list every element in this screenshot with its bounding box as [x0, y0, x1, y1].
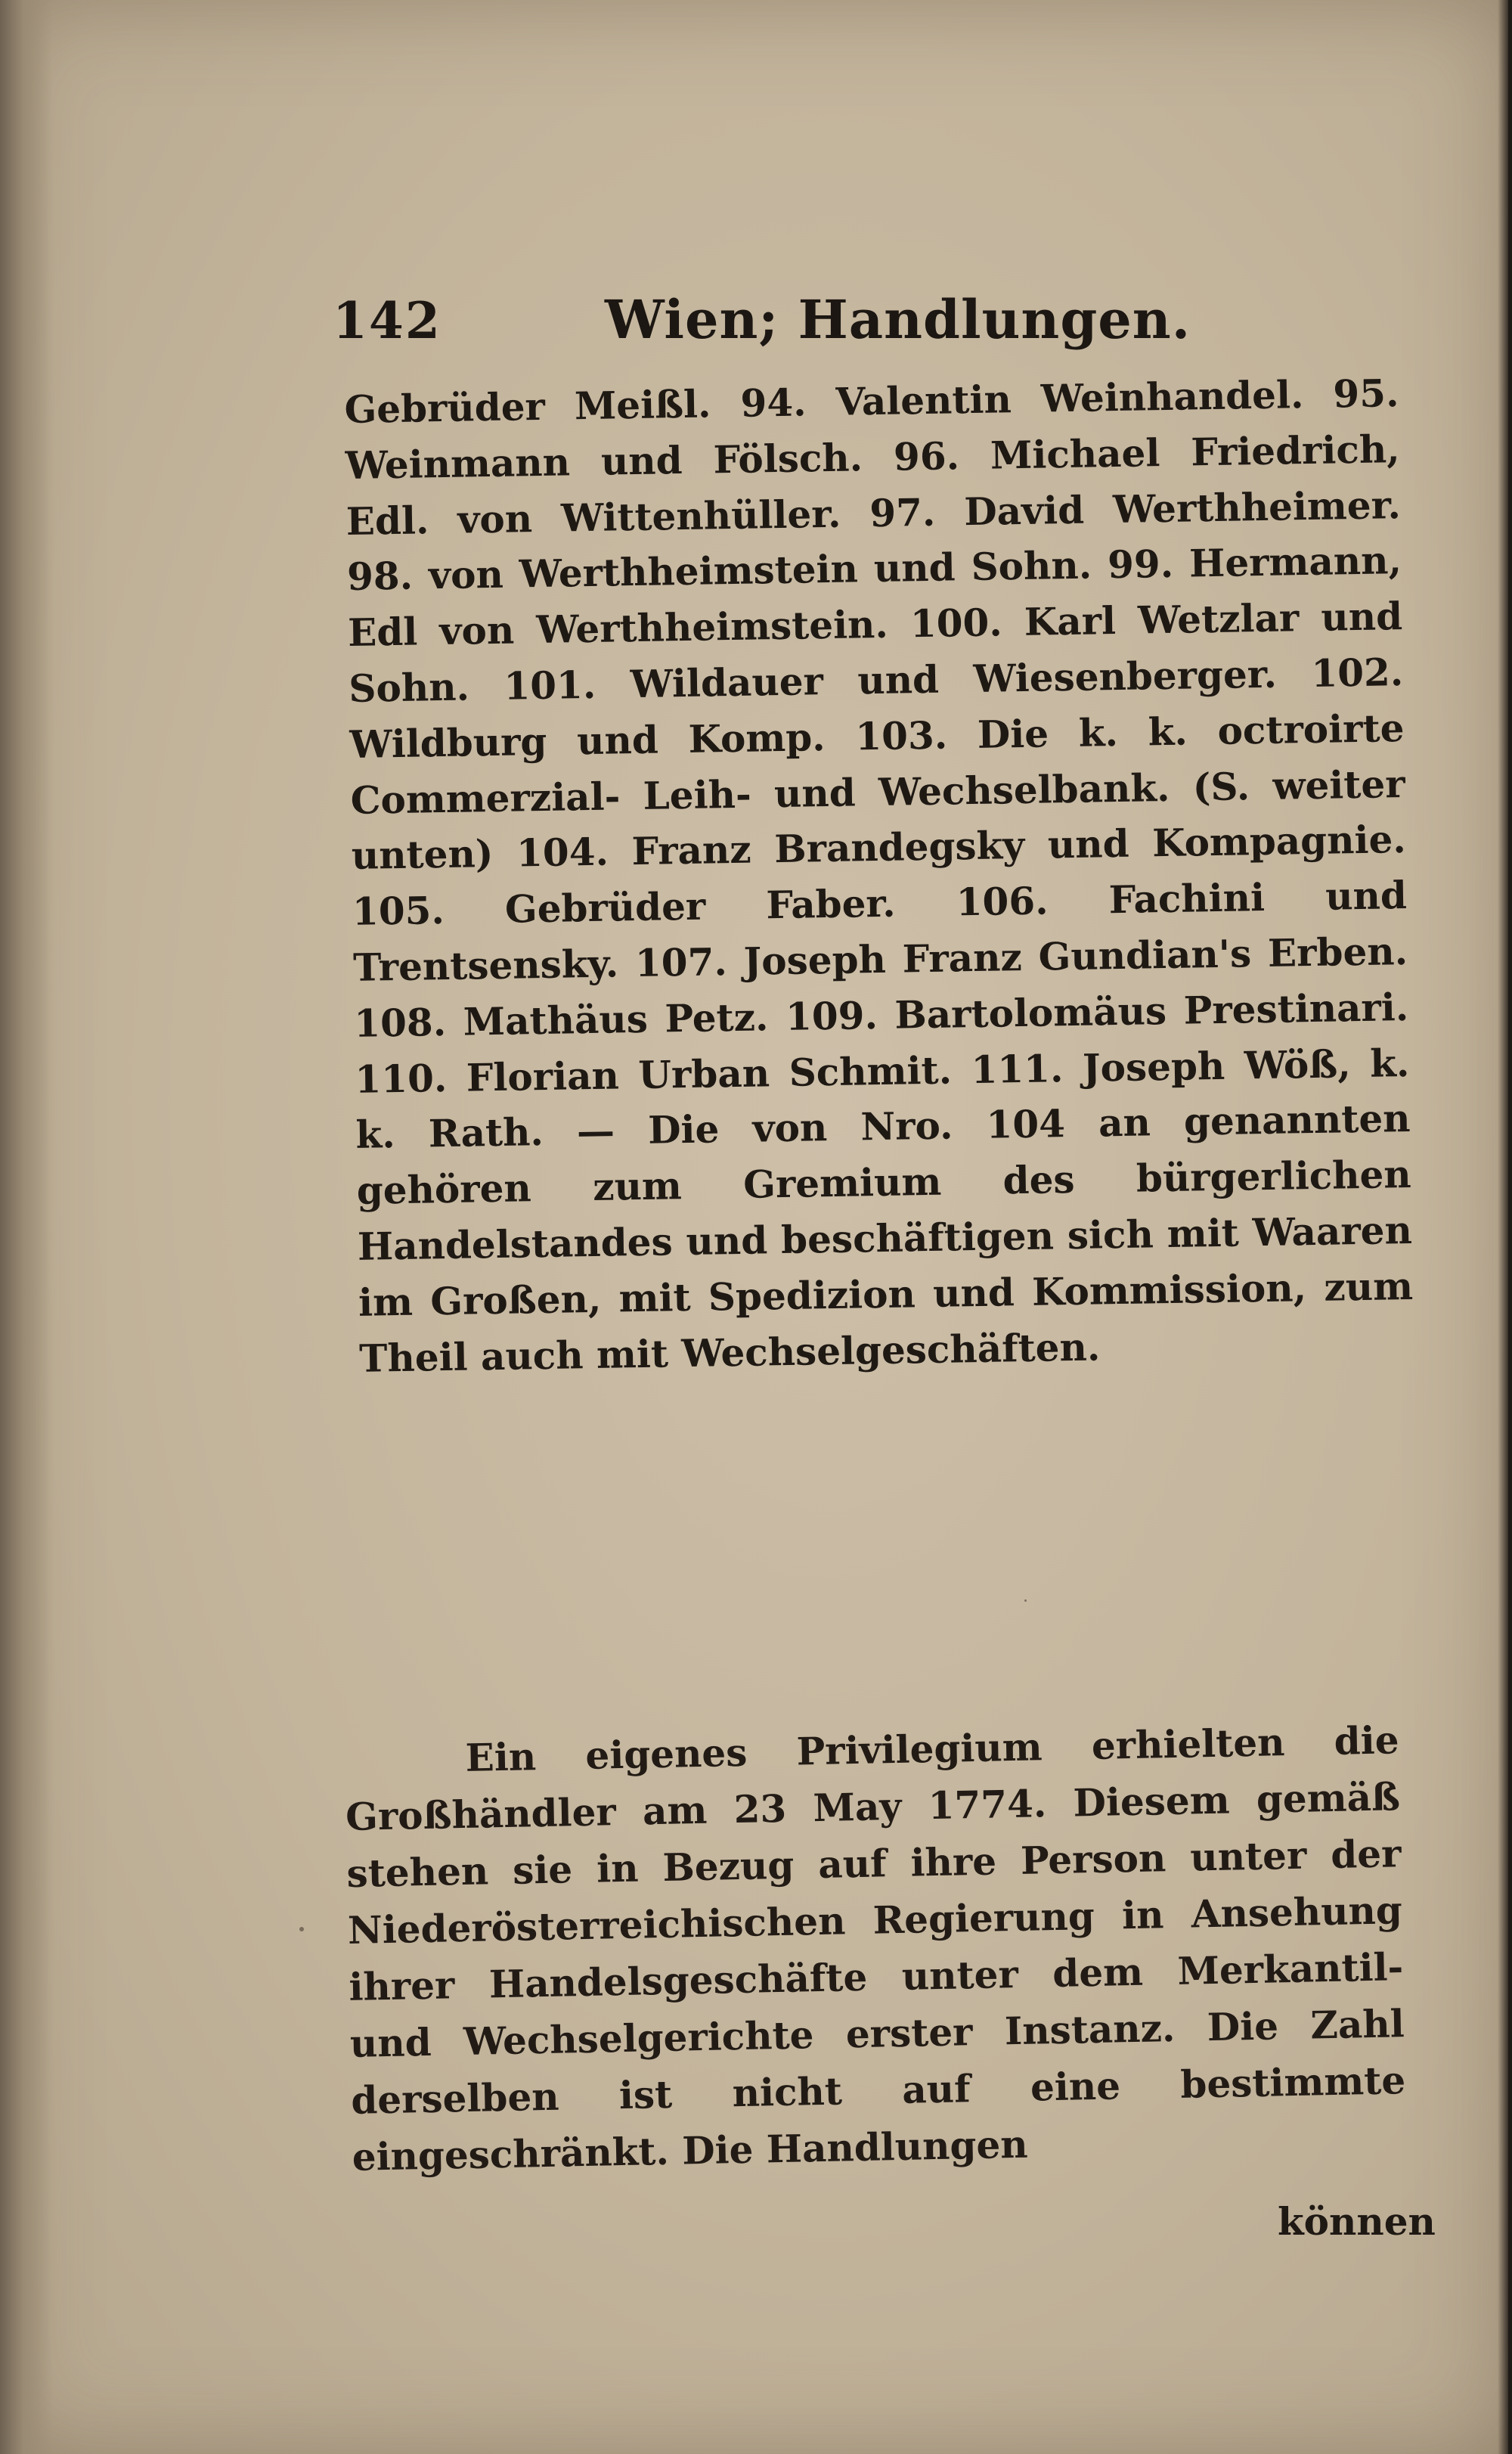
page-number: 142	[333, 291, 442, 350]
body-paragraph-1: Gebrüder Meißl. 94. Valentin Weinhandel. 95. Weinmann und Fölsch. 96. Michael Friedrich, Edl. von Wittenhüller. 97. David Werthheimer. 98. von Werthheimstein und Sohn. 99. Hermann, Edl von Werthheimstein. 100. Karl Wetzlar und Sohn. 101. Wildauer und Wiesenberger. 102. Wildburg und Komp. 103. Die k. k. octroirte Commerzial- Leih- und Wechselbank. (S. weiter unten) 104. Franz Brandegsky und Kompagnie. 105. Gebrüder Faber. 106. Fachini und Trentsensky. 107. Joseph Franz Gundian's Erben. 108. Mathäus Petz. 109. Bartolomäus Prestinari. 110. Florian Urban Schmit. 111. Joseph Wöß, k. k. Rath. — Die von Nro. 104 an genannten gehören zum Gremium des bürgerlichen Handelstandes und beschäftigen sich mit Waaren im Großen, mit Spedizion und Kommission, zum Theil auch mit Wechselgeschäften.	[344, 371, 1414, 1381]
running-title: Wien; Handlungen.	[605, 288, 1191, 351]
page-binding-shadow	[0, 0, 53, 2454]
page-right-edge	[1498, 0, 1508, 2454]
paper-speck	[299, 1927, 304, 1931]
catchword: können	[1278, 2199, 1436, 2244]
page-header	[333, 288, 1391, 352]
body-paragraph-2: Ein eigenes Privilegium erhielten die Großhändler am 23 May 1774. Diesem gemäß stehen sie in Bezug auf ihre Person unter der Niederösterreichischen Regierung in Ansehung ihrer Handelsgeschäfte unter dem Merkantil- und Wechselgerichte erster Instanz. Die Zahl derselben ist nicht auf eine bestimmte eingeschränkt. Die Handlungen	[345, 1717, 1406, 2179]
paper-speck	[1024, 1599, 1027, 1602]
